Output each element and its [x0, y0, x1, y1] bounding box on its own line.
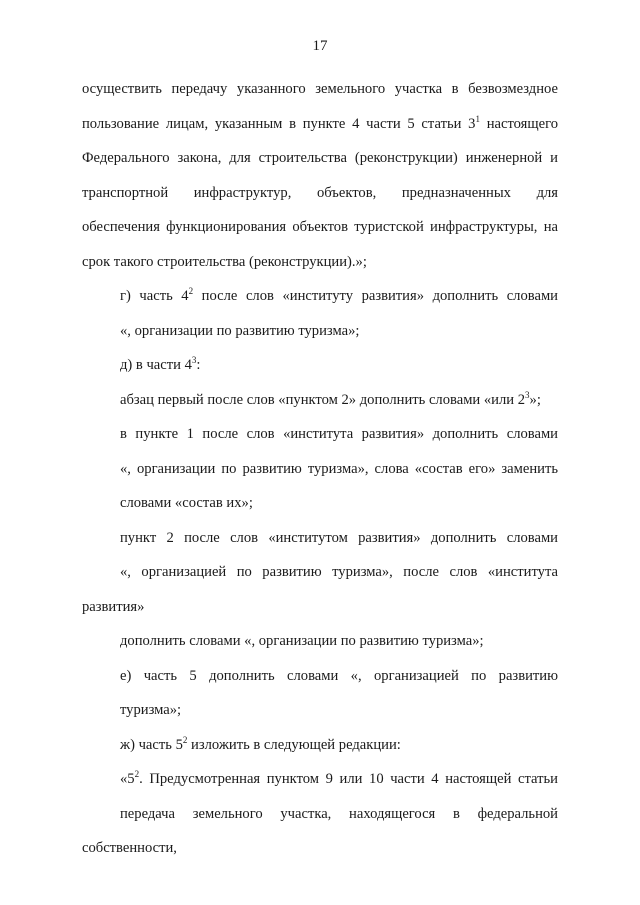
text-run: «, организации по развитию туризма», слова «состав его» заменить	[120, 460, 558, 477]
text-line	[82, 555, 558, 624]
text-line	[82, 797, 558, 866]
text-run: г) часть 4	[120, 288, 189, 304]
paragraph	[82, 728, 558, 763]
paragraph	[82, 348, 558, 383]
text-run: осуществить передачу указанного земельного участка в безвозмездное	[82, 81, 558, 97]
text-line	[82, 659, 558, 694]
text-line	[82, 314, 558, 349]
text-line	[82, 728, 558, 763]
text-line	[82, 279, 558, 314]
text-run: после слов «институту развития» дополнить словами	[193, 288, 558, 304]
text-line	[82, 72, 558, 107]
paragraph	[82, 383, 558, 418]
paragraph	[82, 521, 558, 659]
superscript: 2	[188, 286, 194, 296]
text-line	[82, 176, 558, 211]
paragraph	[82, 762, 558, 866]
text-run: д) в части 4	[120, 357, 192, 373]
text-run: передача земельного участка, находящегося в федеральной собственности,	[82, 805, 558, 856]
text-run: срок такого строительства (реконструкции).»;	[82, 253, 367, 270]
text-line	[82, 141, 558, 176]
superscript: 3	[525, 389, 530, 400]
text-run: дополнить словами «, организации по развитию туризма»;	[120, 633, 484, 649]
text-line	[82, 348, 558, 383]
text-run: «, организацией по развитию туризма», после слов «института развития»	[82, 564, 558, 615]
text-line	[82, 417, 558, 452]
text-run: »;	[529, 391, 541, 408]
text-run: транспортной инфраструктур, объектов, предназначенных для	[82, 184, 558, 201]
text-line	[82, 383, 558, 418]
text-line	[82, 107, 558, 142]
text-run: настоящего	[479, 115, 559, 132]
document-body	[82, 72, 558, 866]
text-run: Федерального закона, для строительства (реконструкции) инженерной и	[82, 150, 558, 166]
superscript: 2	[134, 769, 140, 779]
text-run: изложить в следующей редакции:	[187, 736, 401, 753]
text-line	[82, 693, 558, 728]
text-line	[82, 486, 558, 521]
page-number: 17	[312, 38, 328, 54]
paragraph	[82, 72, 558, 279]
text-run: . Предусмотренная пунктом 9 или 10 части 4 настоящей статьи	[139, 771, 558, 787]
text-run: абзац первый после слов «пунктом 2» дополнить словами «или 2	[120, 391, 526, 408]
text-run: пользование лицам, указанным в пункте 4 части 5 статьи 3	[82, 115, 476, 132]
paragraph	[82, 279, 558, 348]
text-run: е) часть 5 дополнить словами «, организацией по развитию	[120, 667, 558, 684]
text-run: ж) часть 5	[120, 736, 183, 753]
text-run: «, организации по развитию туризма»;	[120, 322, 360, 339]
text-line	[82, 624, 558, 659]
text-run: «5	[120, 771, 135, 787]
text-run: :	[196, 357, 201, 373]
paragraph	[82, 417, 558, 521]
text-run: туризма»;	[120, 702, 182, 718]
text-line	[82, 210, 558, 245]
text-run: словами «состав их»;	[120, 495, 253, 511]
text-line	[82, 452, 558, 487]
superscript: 2	[182, 734, 188, 745]
paragraph	[82, 659, 558, 728]
superscript: 3	[191, 355, 197, 365]
text-line	[82, 245, 558, 280]
text-line	[82, 521, 558, 556]
superscript: 1	[475, 113, 480, 124]
text-run: обеспечения функционирования объектов туристской инфраструктуры, на	[82, 219, 558, 235]
text-line	[82, 762, 558, 797]
text-run: пункт 2 после слов «институтом развития» дополнить словами	[120, 529, 558, 546]
text-run: в пункте 1 после слов «института развития» дополнить словами	[120, 426, 558, 442]
